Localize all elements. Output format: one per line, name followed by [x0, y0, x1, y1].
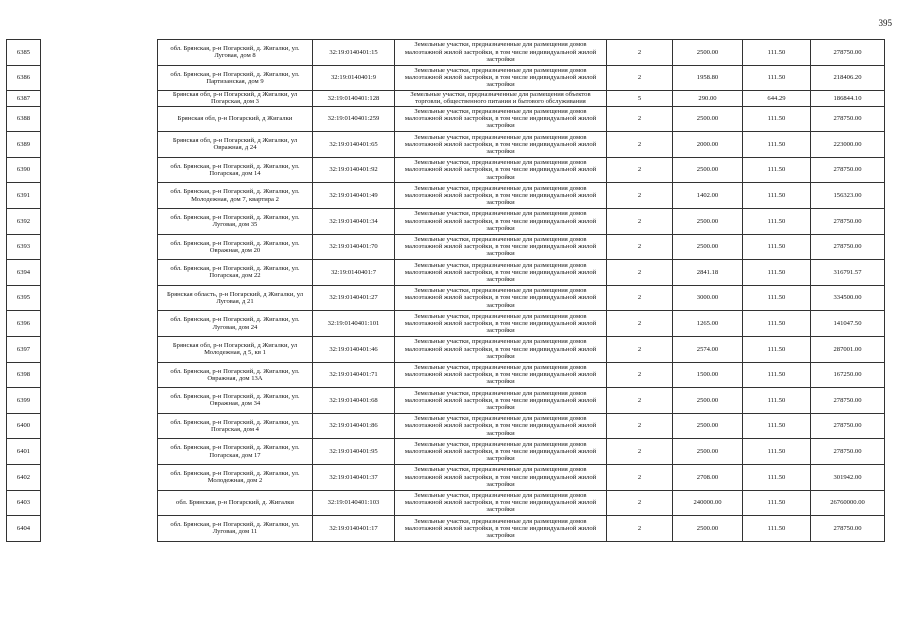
row-number-cell: 6390 [7, 157, 41, 183]
use-group-cell: 2 [607, 132, 673, 158]
table-row [7, 157, 885, 183]
specific-value-cell: 111.50 [743, 464, 811, 490]
area-cell: 2500.00 [673, 234, 743, 260]
specific-value-cell: 111.50 [743, 516, 811, 542]
table-row [7, 65, 885, 91]
area-cell: 2500.00 [673, 413, 743, 439]
table-row [7, 132, 885, 158]
land-use-cell: Земельные участки, предназначенные для размещения домов малоэтажной жилой застройки, в том числе индивидуальной жилой застройки [395, 336, 607, 362]
specific-value-cell: 111.50 [743, 234, 811, 260]
table-row [7, 490, 885, 516]
specific-value-cell: 111.50 [743, 132, 811, 158]
row-number-cell: 6404 [7, 516, 41, 542]
gap-cell [41, 183, 158, 209]
row-number-cell: 6403 [7, 490, 41, 516]
specific-value-cell: 111.50 [743, 40, 811, 66]
row-number-cell: 6394 [7, 260, 41, 286]
address-cell: Брянская обл, р-н Погарский, д Жигалки, ул Погарская, дом 3 [158, 91, 313, 106]
table-row [7, 439, 885, 465]
cadastral-number-cell: 32:19:0140401:49 [313, 183, 395, 209]
table-row [7, 260, 885, 286]
table-row [7, 336, 885, 362]
specific-value-cell: 111.50 [743, 65, 811, 91]
cadastral-value-cell: 316791.57 [811, 260, 885, 286]
area-cell: 2500.00 [673, 439, 743, 465]
land-use-cell: Земельные участки, предназначенные для размещения домов малоэтажной жилой застройки, в том числе индивидуальной жилой застройки [395, 208, 607, 234]
land-use-cell: Земельные участки, предназначенные для размещения домов малоэтажной жилой застройки, в том числе индивидуальной жилой застройки [395, 516, 607, 542]
gap-cell [41, 157, 158, 183]
table-row [7, 106, 885, 132]
land-use-cell: Земельные участки, предназначенные для размещения домов малоэтажной жилой застройки, в том числе индивидуальной жилой застройки [395, 106, 607, 132]
address-cell: обл. Брянская, р-н Погарский, д. Жигалки, ул. Погарская, дом 22 [158, 260, 313, 286]
use-group-cell: 2 [607, 413, 673, 439]
cadastral-number-cell: 32:19:0140401:95 [313, 439, 395, 465]
row-number-cell: 6391 [7, 183, 41, 209]
specific-value-cell: 111.50 [743, 362, 811, 388]
area-cell: 1265.00 [673, 311, 743, 337]
address-cell: обл. Брянская, р-н Погарский, д. Жигалки, ул. Партизанская, дом 9 [158, 65, 313, 91]
gap-cell [41, 40, 158, 66]
specific-value-cell: 644.29 [743, 91, 811, 106]
cadastral-value-cell: 167250.00 [811, 362, 885, 388]
area-cell: 2500.00 [673, 40, 743, 66]
table-row [7, 516, 885, 542]
gap-cell [41, 516, 158, 542]
cadastral-number-cell: 32:19:0140401:37 [313, 464, 395, 490]
land-use-cell: Земельные участки, предназначенные для размещения домов малоэтажной жилой застройки, в том числе индивидуальной жилой застройки [395, 132, 607, 158]
area-cell: 290.00 [673, 91, 743, 106]
address-cell: Брянская обл, р-н Погарский, д Жигалки, ул Овражная, д 24 [158, 132, 313, 158]
address-cell: обл. Брянская, р-н Погарский, д. Жигалки, ул. Луговая, дом 35 [158, 208, 313, 234]
cadastral-number-cell: 32:19:0140401:17 [313, 516, 395, 542]
table-row [7, 464, 885, 490]
table-row [7, 311, 885, 337]
address-cell: обл. Брянская, р-н Погарский, д. Жигалки, ул. Луговая, дом 11 [158, 516, 313, 542]
specific-value-cell: 111.50 [743, 106, 811, 132]
area-cell: 3000.00 [673, 285, 743, 311]
gap-cell [41, 311, 158, 337]
use-group-cell: 2 [607, 65, 673, 91]
land-use-cell: Земельные участки, предназначенные для размещения домов малоэтажной жилой застройки, в том числе индивидуальной жилой застройки [395, 388, 607, 414]
specific-value-cell: 111.50 [743, 157, 811, 183]
cadastral-value-cell: 223000.00 [811, 132, 885, 158]
specific-value-cell: 111.50 [743, 208, 811, 234]
gap-cell [41, 106, 158, 132]
row-number-cell: 6402 [7, 464, 41, 490]
cadastral-value-cell: 156323.00 [811, 183, 885, 209]
gap-cell [41, 388, 158, 414]
address-cell: Брянская обл, р-н Погарский, д Жигалки [158, 106, 313, 132]
page-number: 395 [878, 18, 892, 28]
address-cell: обл. Брянская, р-н Погарский, д. Жигалки, ул. Молодежная, дом 7, квартира 2 [158, 183, 313, 209]
land-use-cell: Земельные участки, предназначенные для размещения домов малоэтажной жилой застройки, в том числе индивидуальной жилой застройки [395, 490, 607, 516]
area-cell: 1500.00 [673, 362, 743, 388]
gap-cell [41, 285, 158, 311]
cadastral-value-cell: 278750.00 [811, 413, 885, 439]
address-cell: обл. Брянская, р-н Погарский, д. Жигалки, ул. Погарская, дом 14 [158, 157, 313, 183]
use-group-cell: 2 [607, 336, 673, 362]
cadastral-number-cell: 32:19:0140401:46 [313, 336, 395, 362]
land-use-cell: Земельные участки, предназначенные для размещения домов малоэтажной жилой застройки, в том числе индивидуальной жилой застройки [395, 260, 607, 286]
address-cell: Брянская обл, р-н Погарский, д Жигалки, ул Молодежная, д 5, кв 1 [158, 336, 313, 362]
cadastral-value-cell: 26760000.00 [811, 490, 885, 516]
land-use-cell: Земельные участки, предназначенные для размещения домов малоэтажной жилой застройки, в том числе индивидуальной жилой застройки [395, 311, 607, 337]
gap-cell [41, 464, 158, 490]
cadastral-number-cell: 32:19:0140401:68 [313, 388, 395, 414]
gap-cell [41, 336, 158, 362]
row-number-cell: 6385 [7, 40, 41, 66]
use-group-cell: 2 [607, 464, 673, 490]
cadastral-number-cell: 32:19:0140401:7 [313, 260, 395, 286]
area-cell: 1958.80 [673, 65, 743, 91]
area-cell: 2500.00 [673, 106, 743, 132]
row-number-cell: 6387 [7, 91, 41, 106]
gap-cell [41, 413, 158, 439]
row-number-cell: 6386 [7, 65, 41, 91]
row-number-cell: 6393 [7, 234, 41, 260]
area-cell: 2500.00 [673, 388, 743, 414]
table-row [7, 91, 885, 106]
specific-value-cell: 111.50 [743, 285, 811, 311]
cadastral-number-cell: 32:19:0140401:103 [313, 490, 395, 516]
cadastral-value-cell: 301942.00 [811, 464, 885, 490]
cadastral-number-cell: 32:19:0140401:92 [313, 157, 395, 183]
table-row [7, 413, 885, 439]
table-row [7, 40, 885, 66]
gap-cell [41, 260, 158, 286]
row-number-cell: 6396 [7, 311, 41, 337]
address-cell: обл. Брянская, р-н Погарский, д. Жигалки, ул. Овражная, дом 20 [158, 234, 313, 260]
specific-value-cell: 111.50 [743, 413, 811, 439]
use-group-cell: 5 [607, 91, 673, 106]
address-cell: обл. Брянская, р-н Погарский, д. Жигалки, ул. Молодежная, дом 2 [158, 464, 313, 490]
cadastral-number-cell: 32:19:0140401:101 [313, 311, 395, 337]
address-cell: обл. Брянская, р-н Погарский, д. Жигалки [158, 490, 313, 516]
cadastral-value-cell: 287001.00 [811, 336, 885, 362]
row-number-cell: 6392 [7, 208, 41, 234]
cadastral-value-cell: 278750.00 [811, 516, 885, 542]
land-use-cell: Земельные участки, предназначенные для размещения домов малоэтажной жилой застройки, в том числе индивидуальной жилой застройки [395, 439, 607, 465]
area-cell: 2708.00 [673, 464, 743, 490]
cadastral-value-cell: 186844.10 [811, 91, 885, 106]
cadastral-value-cell: 141047.50 [811, 311, 885, 337]
row-number-cell: 6388 [7, 106, 41, 132]
row-number-cell: 6397 [7, 336, 41, 362]
gap-cell [41, 439, 158, 465]
use-group-cell: 2 [607, 183, 673, 209]
area-cell: 1402.00 [673, 183, 743, 209]
table-row [7, 234, 885, 260]
use-group-cell: 2 [607, 516, 673, 542]
address-cell: обл. Брянская, р-н Погарский, д. Жигалки, ул. Овражная, дом 13А [158, 362, 313, 388]
specific-value-cell: 111.50 [743, 490, 811, 516]
cadastral-number-cell: 32:19:0140401:128 [313, 91, 395, 106]
table-body [7, 40, 885, 542]
land-use-cell: Земельные участки, предназначенные для размещения домов малоэтажной жилой застройки, в том числе индивидуальной жилой застройки [395, 65, 607, 91]
gap-cell [41, 208, 158, 234]
cadastral-value-cell: 278750.00 [811, 208, 885, 234]
cadastral-number-cell: 32:19:0140401:9 [313, 65, 395, 91]
table-row [7, 183, 885, 209]
cadastral-value-cell: 278750.00 [811, 234, 885, 260]
gap-cell [41, 91, 158, 106]
land-use-cell: Земельные участки, предназначенные для размещения домов малоэтажной жилой застройки, в том числе индивидуальной жилой застройки [395, 464, 607, 490]
row-number-cell: 6401 [7, 439, 41, 465]
cadastral-value-cell: 334500.00 [811, 285, 885, 311]
gap-cell [41, 234, 158, 260]
area-cell: 2841.18 [673, 260, 743, 286]
table-row [7, 362, 885, 388]
use-group-cell: 2 [607, 388, 673, 414]
cadastral-number-cell: 32:19:0140401:65 [313, 132, 395, 158]
use-group-cell: 2 [607, 285, 673, 311]
table-row [7, 208, 885, 234]
land-use-cell: Земельные участки, предназначенные для размещения домов малоэтажной жилой застройки, в том числе индивидуальной жилой застройки [395, 183, 607, 209]
gap-cell [41, 362, 158, 388]
row-number-cell: 6399 [7, 388, 41, 414]
specific-value-cell: 111.50 [743, 388, 811, 414]
land-use-cell: Земельные участки, предназначенные для размещения домов малоэтажной жилой застройки, в том числе индивидуальной жилой застройки [395, 234, 607, 260]
specific-value-cell: 111.50 [743, 183, 811, 209]
address-cell: обл. Брянская, р-н Погарский, д. Жигалки, ул. Погарская, дом 17 [158, 439, 313, 465]
use-group-cell: 2 [607, 208, 673, 234]
use-group-cell: 2 [607, 157, 673, 183]
row-number-cell: 6395 [7, 285, 41, 311]
gap-cell [41, 65, 158, 91]
address-cell: обл. Брянская, р-н Погарский, д. Жигалки, ул. Овражная, дом 34 [158, 388, 313, 414]
land-registry-table [6, 39, 885, 542]
row-number-cell: 6400 [7, 413, 41, 439]
row-number-cell: 6389 [7, 132, 41, 158]
land-use-cell: Земельные участки, предназначенные для размещения домов малоэтажной жилой застройки, в том числе индивидуальной жилой застройки [395, 362, 607, 388]
use-group-cell: 2 [607, 234, 673, 260]
use-group-cell: 2 [607, 490, 673, 516]
cadastral-number-cell: 32:19:0140401:27 [313, 285, 395, 311]
table-row [7, 285, 885, 311]
cadastral-value-cell: 218406.20 [811, 65, 885, 91]
cadastral-value-cell: 278750.00 [811, 157, 885, 183]
cadastral-number-cell: 32:19:0140401:70 [313, 234, 395, 260]
area-cell: 2500.00 [673, 157, 743, 183]
land-use-cell: Земельные участки, предназначенные для размещения домов малоэтажной жилой застройки, в том числе индивидуальной жилой застройки [395, 157, 607, 183]
area-cell: 2500.00 [673, 208, 743, 234]
specific-value-cell: 111.50 [743, 311, 811, 337]
cadastral-number-cell: 32:19:0140401:86 [313, 413, 395, 439]
use-group-cell: 2 [607, 439, 673, 465]
use-group-cell: 2 [607, 260, 673, 286]
address-cell: Брянская область, р-н Погарский, д Жигалки, ул Луговая, д 21 [158, 285, 313, 311]
row-number-cell: 6398 [7, 362, 41, 388]
gap-cell [41, 132, 158, 158]
gap-cell [41, 490, 158, 516]
specific-value-cell: 111.50 [743, 439, 811, 465]
land-use-cell: Земельные участки, предназначенные для размещения домов малоэтажной жилой застройки, в том числе индивидуальной жилой застройки [395, 40, 607, 66]
cadastral-number-cell: 32:19:0140401:34 [313, 208, 395, 234]
address-cell: обл. Брянская, р-н Погарский, д. Жигалки, ул. Луговая, дом 8 [158, 40, 313, 66]
address-cell: обл. Брянская, р-н Погарский, д. Жигалки, ул. Погарская, дом 4 [158, 413, 313, 439]
use-group-cell: 2 [607, 311, 673, 337]
specific-value-cell: 111.50 [743, 336, 811, 362]
area-cell: 2000.00 [673, 132, 743, 158]
use-group-cell: 2 [607, 362, 673, 388]
area-cell: 2500.00 [673, 516, 743, 542]
area-cell: 240000.00 [673, 490, 743, 516]
land-use-cell: Земельные участки, предназначенные для размещения домов малоэтажной жилой застройки, в том числе индивидуальной жилой застройки [395, 285, 607, 311]
cadastral-number-cell: 32:19:0140401:15 [313, 40, 395, 66]
cadastral-value-cell: 278750.00 [811, 40, 885, 66]
address-cell: обл. Брянская, р-н Погарский, д. Жигалки, ул. Луговая, дом 24 [158, 311, 313, 337]
land-use-cell: Земельные участки, предназначенные для размещения домов малоэтажной жилой застройки, в том числе индивидуальной жилой застройки [395, 413, 607, 439]
cadastral-number-cell: 32:19:0140401:259 [313, 106, 395, 132]
cadastral-value-cell: 278750.00 [811, 439, 885, 465]
use-group-cell: 2 [607, 106, 673, 132]
land-use-cell: Земельные участки, предназначенные для размещения объектов торговли, общественного питания и бытового обслуживания [395, 91, 607, 106]
specific-value-cell: 111.50 [743, 260, 811, 286]
cadastral-value-cell: 278750.00 [811, 388, 885, 414]
area-cell: 2574.00 [673, 336, 743, 362]
cadastral-number-cell: 32:19:0140401:71 [313, 362, 395, 388]
use-group-cell: 2 [607, 40, 673, 66]
table-row [7, 388, 885, 414]
cadastral-value-cell: 278750.00 [811, 106, 885, 132]
